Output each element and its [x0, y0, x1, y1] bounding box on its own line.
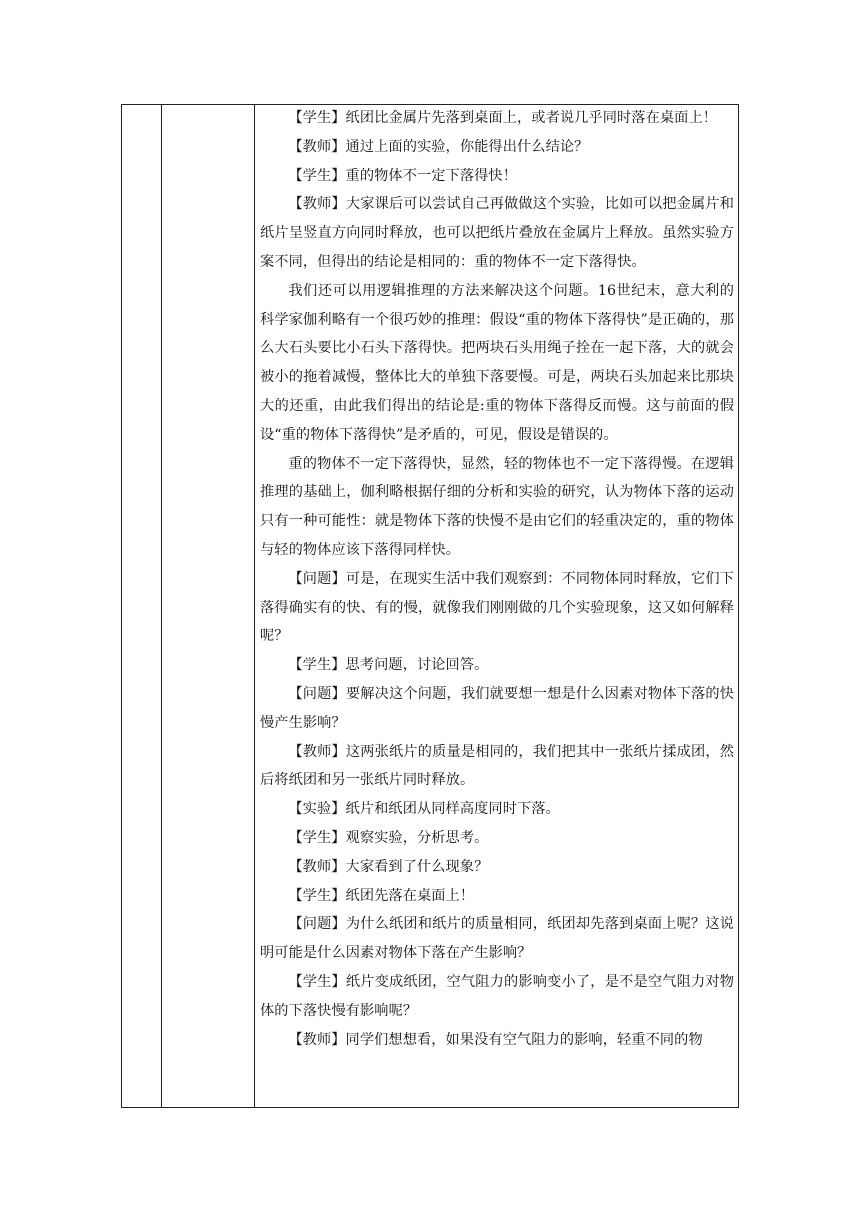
paragraph: 【学生】纸片变成纸团，空气阻力的影响变小了，是不是空气阻力对物体的下落快慢有影响呢？	[260, 973, 734, 1019]
paragraph: 重的物体不一定下落得快，显然，轻的物体也不一定下落得慢。在逻辑推理的基础上，伽利略根据仔细的分析和实验的研究，认为物体下落的运动只有一种可能性：就是物体下落的快慢不是由它们的轻重决定的，重的物体与轻的物体应该下落得同样快。	[260, 455, 734, 558]
column-divider-1	[161, 105, 162, 1107]
paragraph: 【教师】同学们想想看，如果没有空气阻力的影响，轻重不同的物	[288, 1031, 703, 1048]
lesson-content-cell	[256, 105, 738, 1107]
paragraph: 【学生】思考问题，讨论回答。	[288, 657, 489, 674]
paragraph: 【教师】大家看到了什么现象？	[288, 858, 489, 875]
paragraph: 【学生】纸团先落在桌面上！	[288, 887, 475, 904]
column-divider-2	[254, 105, 255, 1107]
paragraph: 【教师】通过上面的实验，你能得出什么结论？	[288, 138, 589, 155]
lesson-table	[121, 104, 739, 1108]
paragraph: 【学生】纸团比金属片先落到桌面上，或者说几乎同时落在桌面上！	[288, 110, 718, 126]
paragraph: 【问题】为什么纸团和纸片的质量相同，纸团却先落到桌面上呢？这说明可能是什么因素对物体下落在产生影响？	[260, 916, 734, 962]
paragraph: 【问题】要解决这个问题，我们就要想一想是什么因素对物体下落的快慢产生影响？	[260, 685, 734, 731]
paragraph: 【教师】这两张纸片的质量是相同的，我们把其中一张纸片揉成团，然后将纸团和另一张纸片同时释放。	[260, 743, 734, 789]
paragraph: 【实验】纸片和纸团从同样高度同时下落。	[288, 801, 560, 818]
paragraph: 【学生】观察实验，分析思考。	[288, 829, 489, 846]
paragraph: 【学生】重的物体不一定下落得快！	[288, 167, 517, 184]
paragraph: 【问题】可是，在现实生活中我们观察到：不同物体同时释放，它们下落得确实有的快、有的慢，就像我们刚刚做的几个实验现象，这又如何解释呢？	[260, 570, 734, 645]
paragraph: 【教师】大家课后可以尝试自己再做做这个实验，比如可以把金属片和纸片呈竖直方向同时释放，也可以把纸片叠放在金属片上释放。虽然实验方案不同，但得出的结论是相同的：重的物体不一定下落得快。	[260, 196, 734, 270]
paragraph: 我们还可以用逻辑推理的方法来解决这个问题。16世纪末，意大利的科学家伽利略有一个很巧妙的推理：假设“重的物体下落得快”是正确的，那么大石头要比小石头下落得快。把两块石头用绳子拴在一起下落，大的就会被小的拖着减慢，整体比大的单独下落要慢。可是，两块石头加起来比那块大的还重，由此我们得出的结论是:重的物体下落得反而慢。这与前面的假设“重的物体下落得快”是矛盾的，可见，假设是错误的。	[260, 282, 734, 443]
